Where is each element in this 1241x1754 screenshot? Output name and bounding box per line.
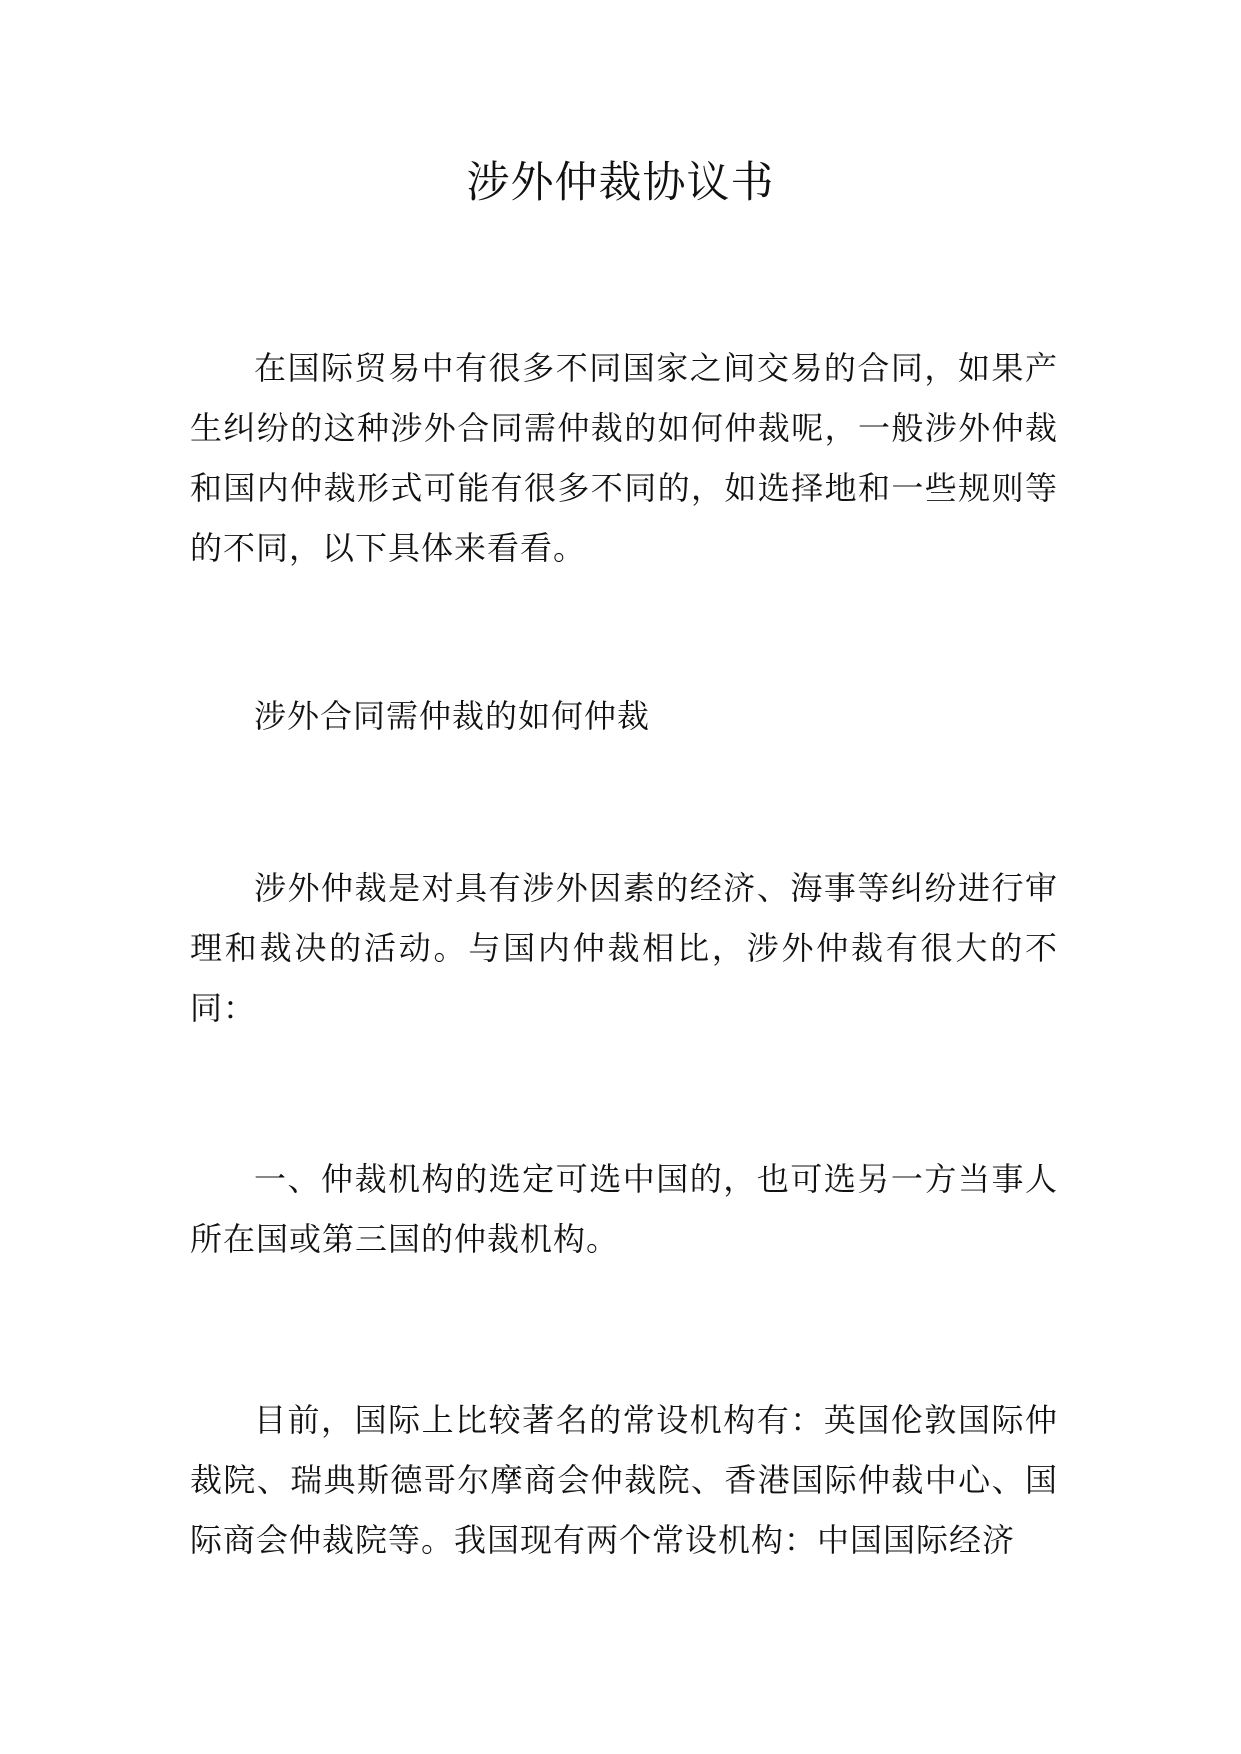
body-paragraph: 涉外仲裁是对具有涉外因素的经济、海事等纠纷进行审理和裁决的活动。与国内仲裁相比，涉外仲裁有很大的不同： xyxy=(190,869,1058,1027)
document-title: 涉外仲裁协议书 xyxy=(466,158,775,208)
body-paragraph: 目前，国际上比较著名的常设机构有：英国伦敦国际仲裁院、瑞典斯德哥尔摩商会仲裁院、香港国际仲裁中心、国际商会仲裁院等。我国现有两个常设机构：中国国际经济 xyxy=(190,1401,1058,1559)
body-paragraph: 一、仲裁机构的选定可选中国的，也可选另一方当事人所在国或第三国的仲裁机构。 xyxy=(190,1160,1058,1258)
section-heading: 涉外合同需仲裁的如何仲裁 xyxy=(254,697,651,735)
intro-paragraph: 在国际贸易中有很多不同国家之间交易的合同，如果产生纠纷的这种涉外合同需仲裁的如何仲裁呢，一般涉外仲裁和国内仲裁形式可能有很多不同的，如选择地和一些规则等的不同，以下具体来看看。 xyxy=(190,349,1058,567)
